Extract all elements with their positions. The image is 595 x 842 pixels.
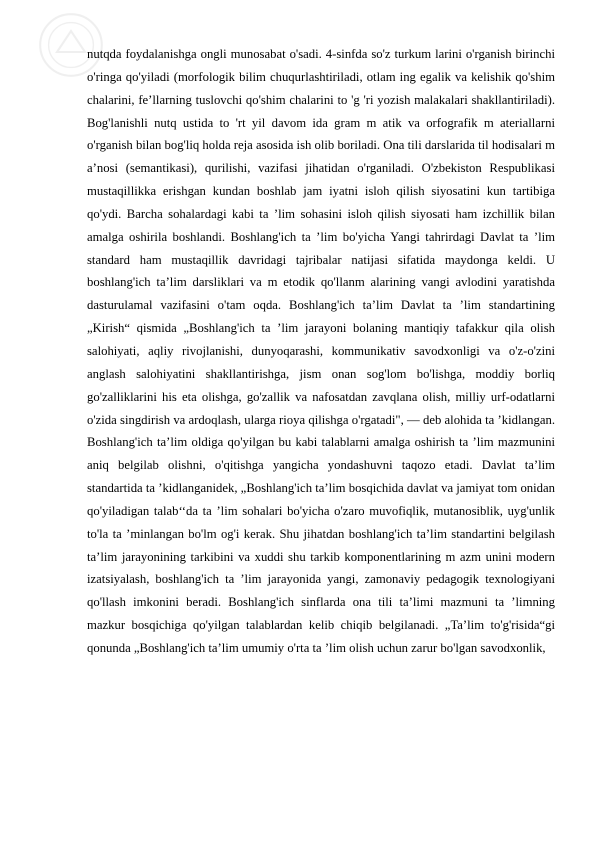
- body-paragraph: nutqda foydalanishga ongli munosabat o'sadi. 4-sinfda so'z turkum larini o'rganish birinchi o'ringa qo'yiladi (morfologik bilim chuqurlashtiriladi, otlam ing egalik va kelishik qo'shim chalarini, fe’llarning tuslovchi qo'shim chalarini to 'g 'ri yozish malakalari shakllantiriladi). Bog'lanishli nutq ustida to 'rt yil davom ida gram m atik va orfografik m ateriallarni o'rganish bilan bog'liq holda reja asosida ish olib boriladi. Ona tili darslarida til hodisalari m a’nosi (semantikasi), qurilishi, vazifasi jihatidan o'rganiladi. O'zbekiston Respublikasi mustaqillikka erishgan kundan boshlab jam iyatni isloh qilish siyosatini kun tartibiga qo'ydi. Barcha sohalardagi kabi ta ’lim sohasini isloh qilish siyosati ham izchillik bilan amalga oshirila boshlandi. Boshlang'ich ta ’lim bo'yicha Yangi tahrirdagi Davlat ta ’lim standard ham mustaqillik davridagi tajribalar natijasi sifatida maydonga keldi. U boshlang'ich ta’lim darsliklari va m etodik qo'llanm alarining vangi avlodini yaratishda dasturulamal vazifasini o'tam oqda. Boshlang'ich ta’lim Davlat ta ’lim standartining „Kirish“ qismida „Boshlang'ich ta ’lim jarayoni bolaning mantiqiy tafakkur qila olish salohiyati, aqliy rivojlanishi, dunyoqarashi, kommunikativ savodxonligi va o'z-o'zini anglash salohiyatini shakllantirishga, jism onan sog'lom bo'lishga, moddiy borliq go'zalliklarini his eta olishga, go'zallik va nafosatdan zavqlana olish, milliy urf-odatlarni o'zida singdirish va ardoqlash, ularga rioya qilishga o'rgatadi", — deb alohida ta ’kidlangan. Boshlang'ich ta’lim oldiga qo'yilgan bu kabi talablarni amalga oshirish ta ’lim mazmunini aniq belgilab olishni, o'qitishga yangicha yondashuvni taqozo etadi. Davlat ta’lim standartida ta ’kidlanganidek, „Boshlang'ich ta’lim bosqichida davlat va jamiyat tom onidan qo'yiladigan talab‘‘da ta ’lim sohalari bo'yicha o'zaro muvofiqlik, mutanosiblik, uyg'unlik to'la ta ’minlangan bo'lm og'i kerak. Shu jihatdan boshlang'ich ta’lim standartini belgilash ta’lim jarayonining tarkibini va xuddi shu tarkib komponentlarining m azm unini modern izatsiyalash, boshlang'ich ta ’lim jarayonida yangi, zamonaviy pedagogik texnologiyani qo'llash imkonini beradi. Boshlang'ich sinflarda ona tili ta’limi mazmuni ta ’limning mazkur bosqichiga qo'yilgan talablardan kelib chiqib belgilanadi. „Ta’lim to'g'risida“gi qonunda „Boshlang'ich ta’lim umumiy o'rta ta ’lim olish uchun zarur bo'lgan savodxonlik,: [87, 47, 555, 655]
- body-text: [87, 43, 555, 660]
